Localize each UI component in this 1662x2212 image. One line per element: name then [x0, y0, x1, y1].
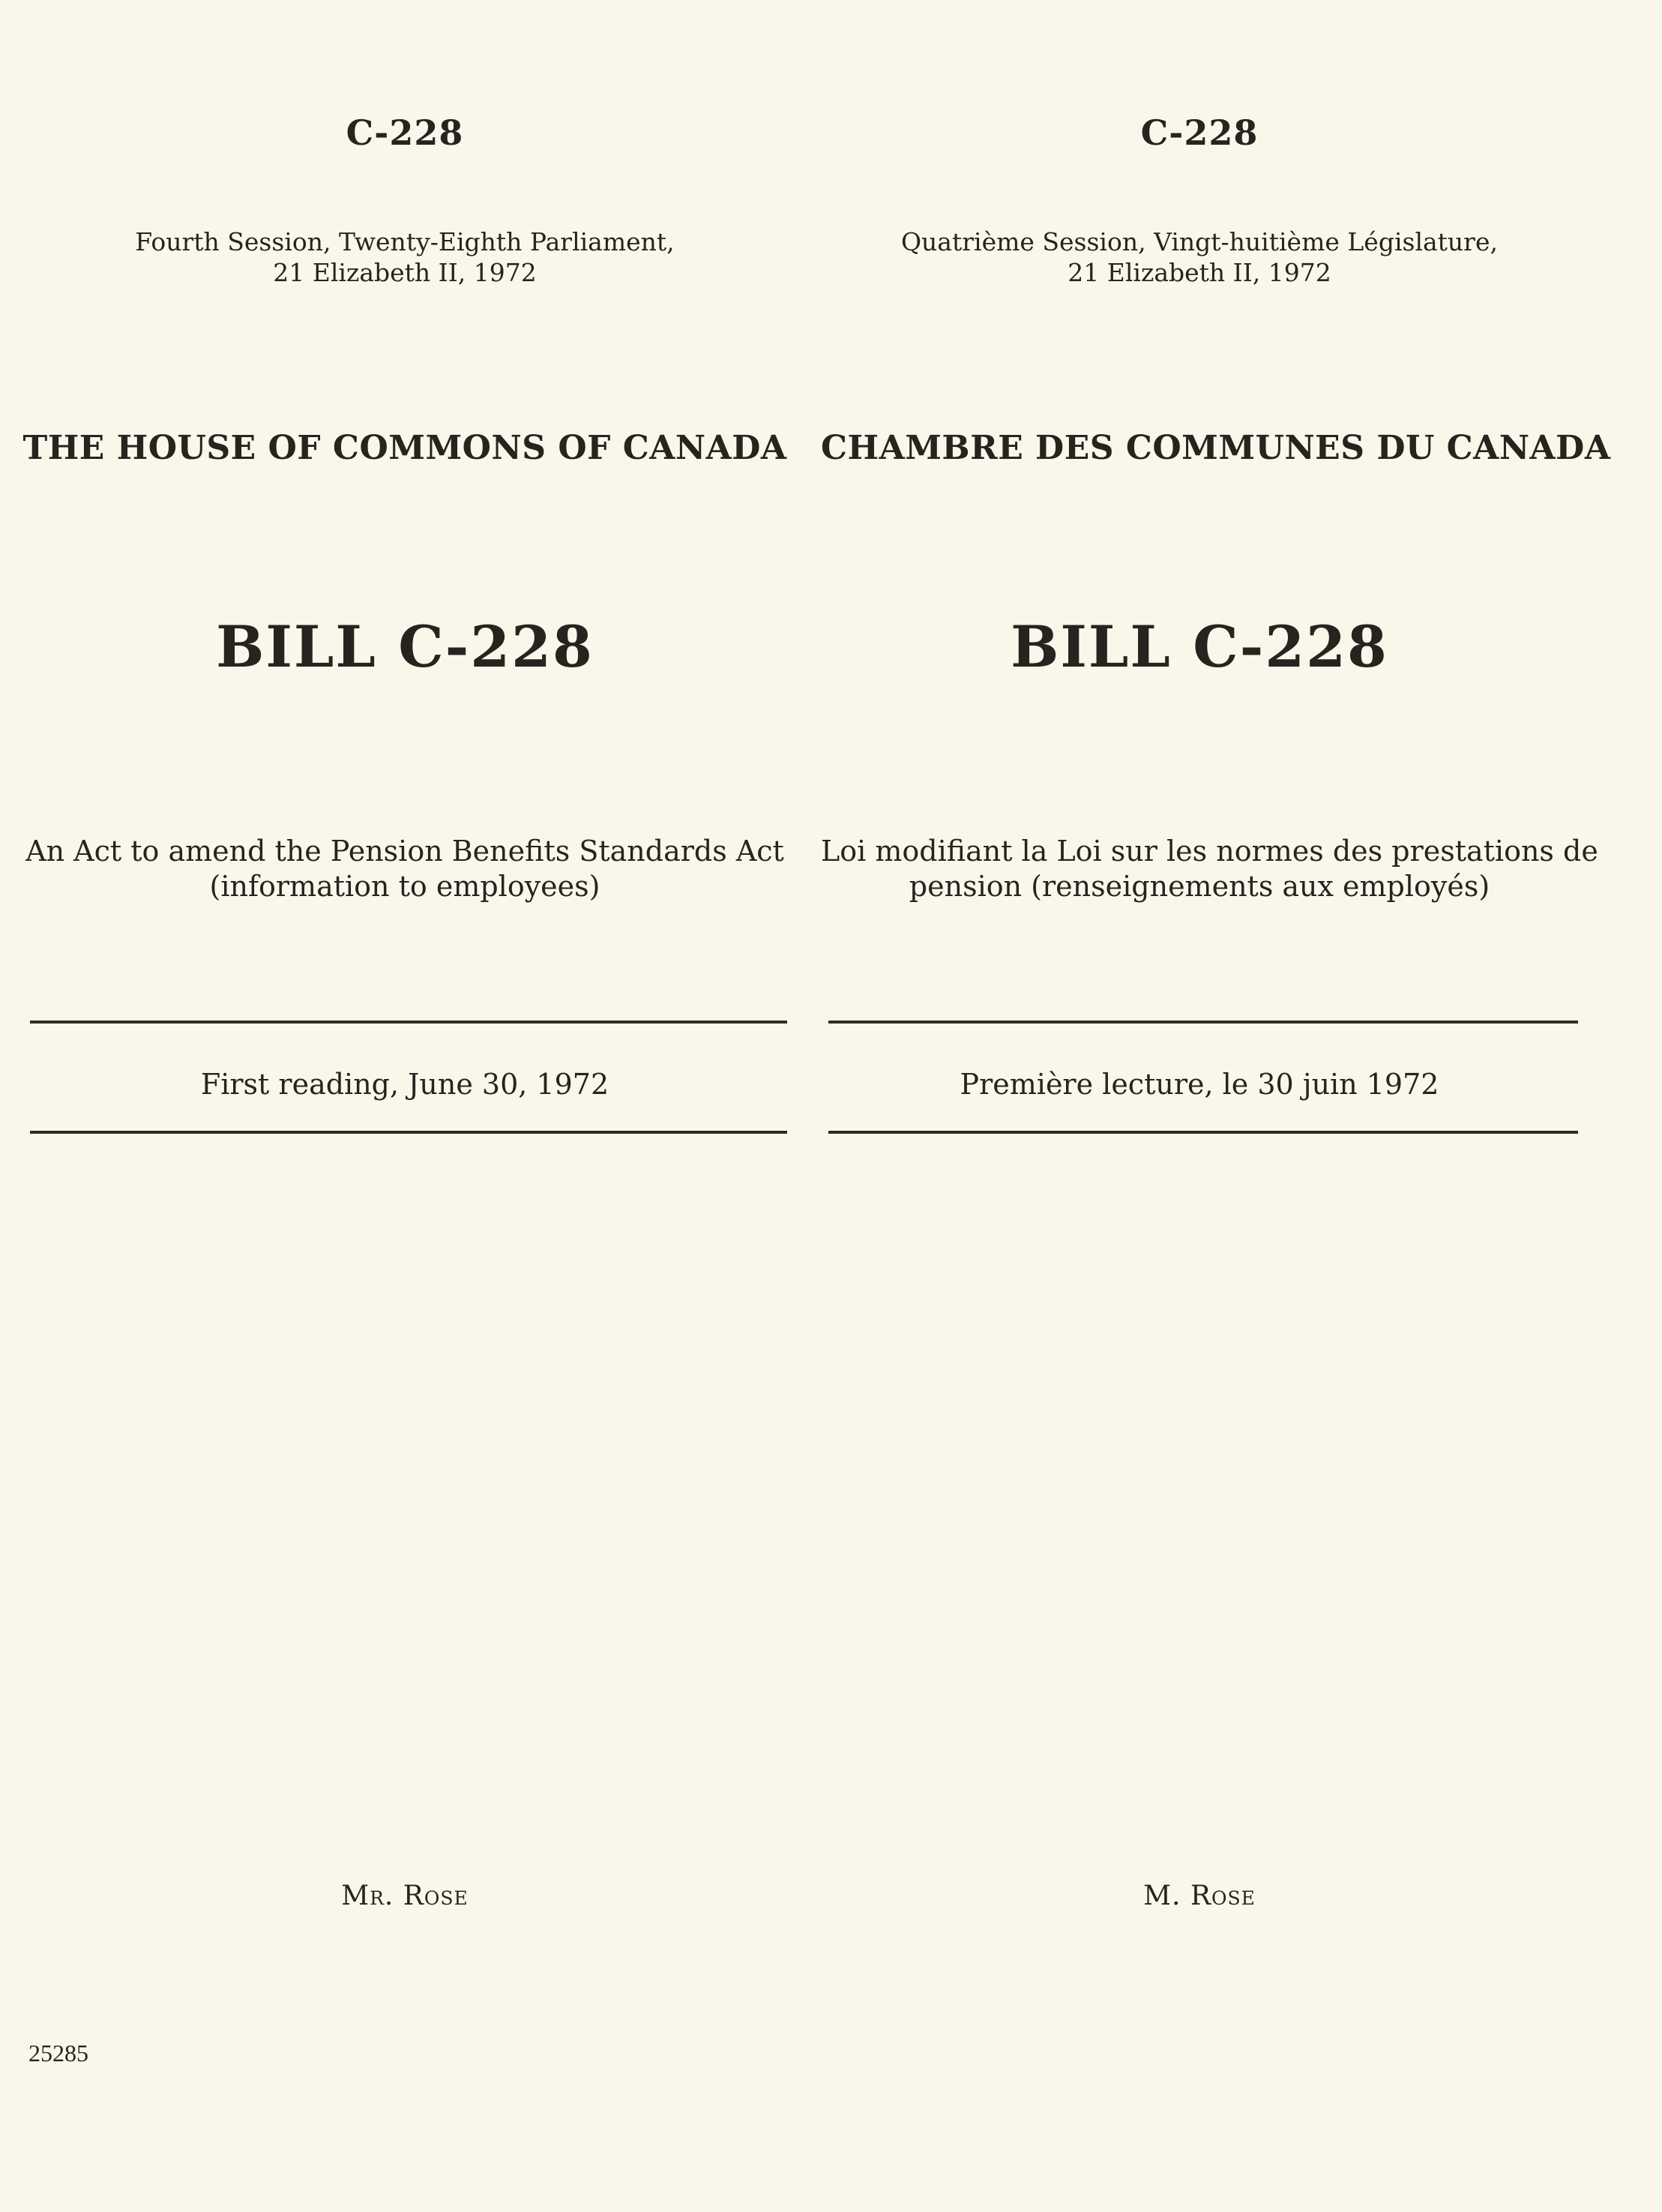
session-line-1-en: Fourth Session, Twenty-Eighth Parliament, [135, 227, 675, 256]
divider-bottom-en [30, 1131, 787, 1134]
act-title-line-2-en: (information to employees) [209, 870, 600, 903]
session-line-2-fr: 21 Elizabeth II, 1972 [1068, 258, 1331, 287]
divider-top-fr [828, 1021, 1578, 1024]
divider-bottom-fr [828, 1131, 1578, 1134]
divider-top-en [30, 1021, 787, 1024]
act-title-line-1-fr: Loi modifiant la Loi sur les normes des prestations de [821, 835, 1598, 868]
bill-code-en: C-228 [346, 112, 464, 153]
member-name-en [22, 1881, 787, 1911]
first-reading-en: First reading, June 30, 1972 [200, 1068, 609, 1101]
bill-code-fr: C-228 [1140, 112, 1259, 153]
act-title-line-2-fr: pension (renseignements aux employés) [909, 870, 1490, 903]
first-reading-fr: Première lecture, le 30 juin 1972 [960, 1068, 1439, 1101]
english-column [22, 0, 787, 2212]
act-title-line-1-en: An Act to amend the Pension Benefits Standards Act [25, 835, 784, 868]
member-text-en: Mr. Rose [341, 1881, 469, 1911]
session-info-en [22, 226, 787, 288]
session-line-2-en: 21 Elizabeth II, 1972 [273, 258, 537, 287]
member-text-fr: M. Rose [1143, 1881, 1256, 1911]
session-info-fr [821, 226, 1578, 288]
member-name-fr [821, 1881, 1578, 1911]
french-column [821, 0, 1611, 2212]
house-heading-fr: CHAMBRE DES COMMUNES DU CANADA [821, 429, 1611, 467]
act-title-fr [821, 834, 1598, 904]
bill-title-fr: BILL C-228 [1011, 613, 1388, 680]
session-line-1-fr: Quatrième Session, Vingt-huitième Législature, [901, 227, 1498, 256]
serial-number: 25285 [28, 2040, 88, 2067]
bill-title-en: BILL C-228 [216, 613, 594, 680]
house-heading-en: THE HOUSE OF COMMONS OF CANADA [22, 429, 787, 467]
act-title-en [22, 834, 787, 904]
